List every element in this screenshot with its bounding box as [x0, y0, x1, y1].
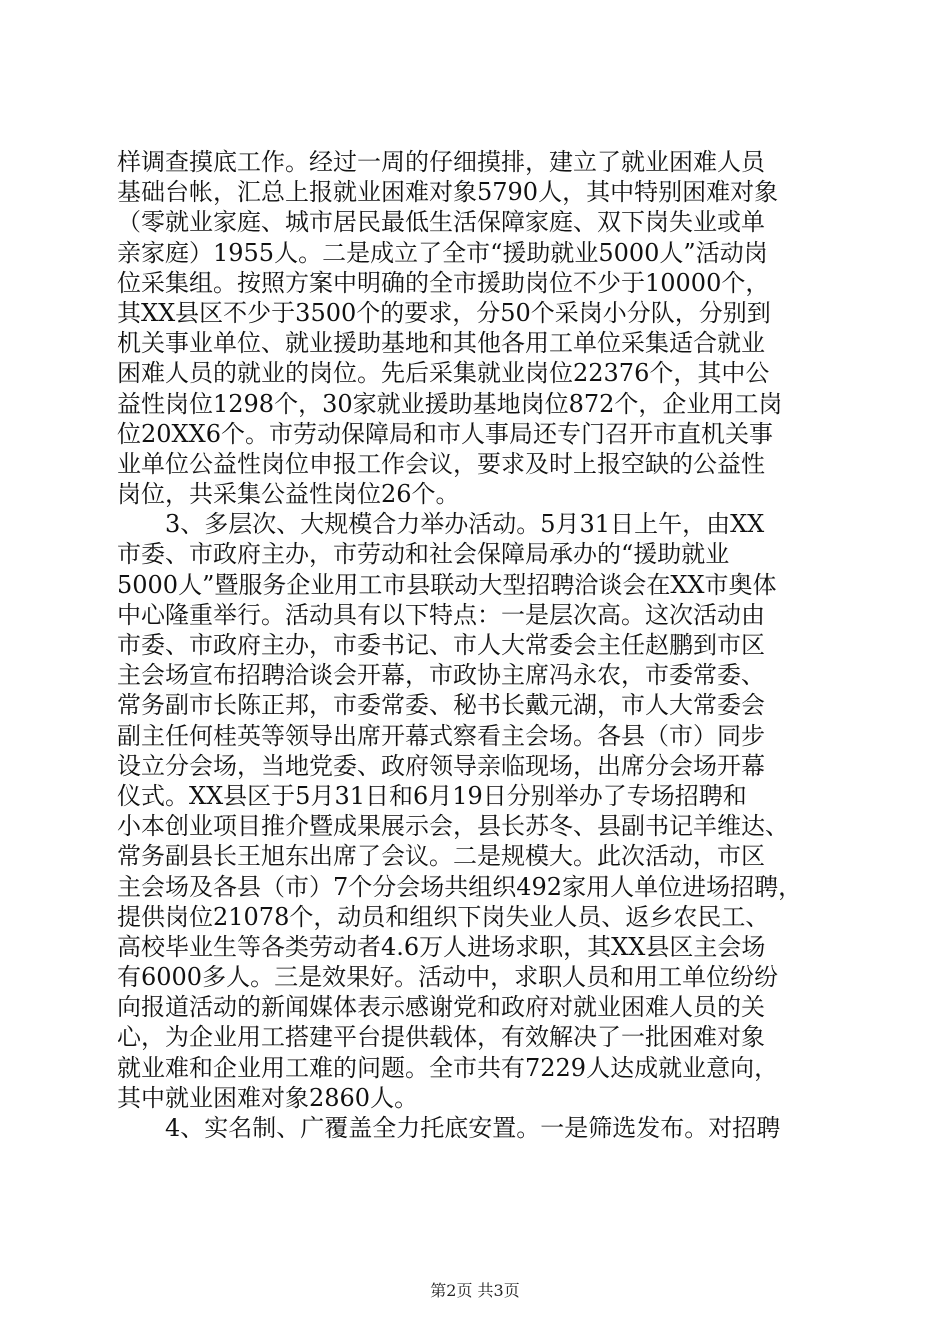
text-line: 基础台帐，汇总上报就业困难对象5790人，其中特别困难对象 [117, 178, 779, 207]
paragraph-start-line: 3、多层次、大规模合力举办活动。5月31日上午，由XX [165, 510, 765, 539]
text-line: 市委、市政府主办，市劳动和社会保障局承办的“援助就业 [117, 540, 730, 569]
text-line: 业单位公益性岗位申报工作会议，要求及时上报空缺的公益性 [117, 449, 765, 478]
text-line: 向报道活动的新闻媒体表示感谢党和政府对就业困难人员的关 [117, 993, 765, 1022]
text-line: 主会场及各县（市）7个分会场共组织492家用人单位进场招聘， [117, 872, 803, 901]
text-line: 有6000多人。三是效果好。活动中，求职人员和用工单位纷纷 [117, 963, 779, 992]
text-line: 5000人”暨服务企业用工市县联动大型招聘洽谈会在XX市奥体 [117, 570, 777, 599]
text-line: 常务副市长陈正邦，市委常委、秘书长戴元湖，市人大常委会 [117, 691, 765, 720]
text-line: 其中就业困难对象2860人。 [117, 1083, 419, 1112]
text-line: 岗位，共采集公益性岗位26个。 [117, 480, 460, 509]
text-line: 其XX县区不少于3500个的要求，分50个采岗小分队，分别到 [117, 298, 771, 327]
text-line: 亲家庭）1955人。二是成立了全市“援助就业5000人”活动岗 [117, 238, 768, 267]
paragraph-start-line: 4、实名制、广覆盖全力托底安置。一是筛选发布。对招聘 [165, 1114, 781, 1142]
text-line: 常务副县长王旭东出席了会议。二是规模大。此次活动，市区 [117, 842, 765, 871]
text-line: 心，为企业用工搭建平台提供载体，有效解决了一批困难对象 [117, 1023, 765, 1052]
text-line: 仪式。XX县区于5月31日和6月19日分别举办了专场招聘和 [117, 781, 747, 810]
text-line: 提供岗位21078个，动员和组织下岗失业人员、返乡农民工、 [117, 902, 770, 931]
text-line: 高校毕业生等各类劳动者4.6万人进场求职，其XX县区主会场 [117, 932, 766, 961]
text-line: （零就业家庭、城市居民最低生活保障家庭、双下岗失业或单 [117, 208, 765, 237]
text-line: 设立分会场，当地党委、政府领导亲临现场，出席分会场开幕 [117, 751, 765, 780]
text-line: 就业难和企业用工难的问题。全市共有7229人达成就业意向， [117, 1053, 779, 1082]
text-line: 小本创业项目推介暨成果展示会，县长苏冬、县副书记羊维达、 [117, 812, 789, 841]
text-line: 副主任何桂英等领导出席开幕式察看主会场。各县（市）同步 [117, 721, 765, 750]
text-line: 中心隆重举行。活动具有以下特点：一是层次高。这次活动由 [117, 600, 765, 629]
text-line: 困难人员的就业的岗位。先后采集就业岗位22376个，其中公 [117, 359, 770, 388]
text-line: 位20XX6个。市劳动保障局和市人事局还专门召开市直机关事 [117, 419, 773, 448]
document-body [117, 147, 837, 1143]
text-line: 位采集组。按照方案中明确的全市援助岗位不少于10000个， [117, 268, 770, 297]
text-line: 样调查摸底工作。经过一周的仔细摸排，建立了就业困难人员 [117, 148, 765, 176]
text-line: 主会场宣布招聘洽谈会开幕，市政协主席冯永农，市委常委、 [117, 661, 765, 690]
text-line: 机关事业单位、就业援助基地和其他各用工单位采集适合就业 [117, 329, 765, 358]
text-line: 市委、市政府主办，市委书记、市人大常委会主任赵鹏到市区 [117, 631, 765, 659]
page-footer: 第2页 共3页 [430, 1281, 520, 1300]
text-line: 益性岗位1298个，30家就业援助基地岗位872个，企业用工岗 [117, 389, 783, 418]
